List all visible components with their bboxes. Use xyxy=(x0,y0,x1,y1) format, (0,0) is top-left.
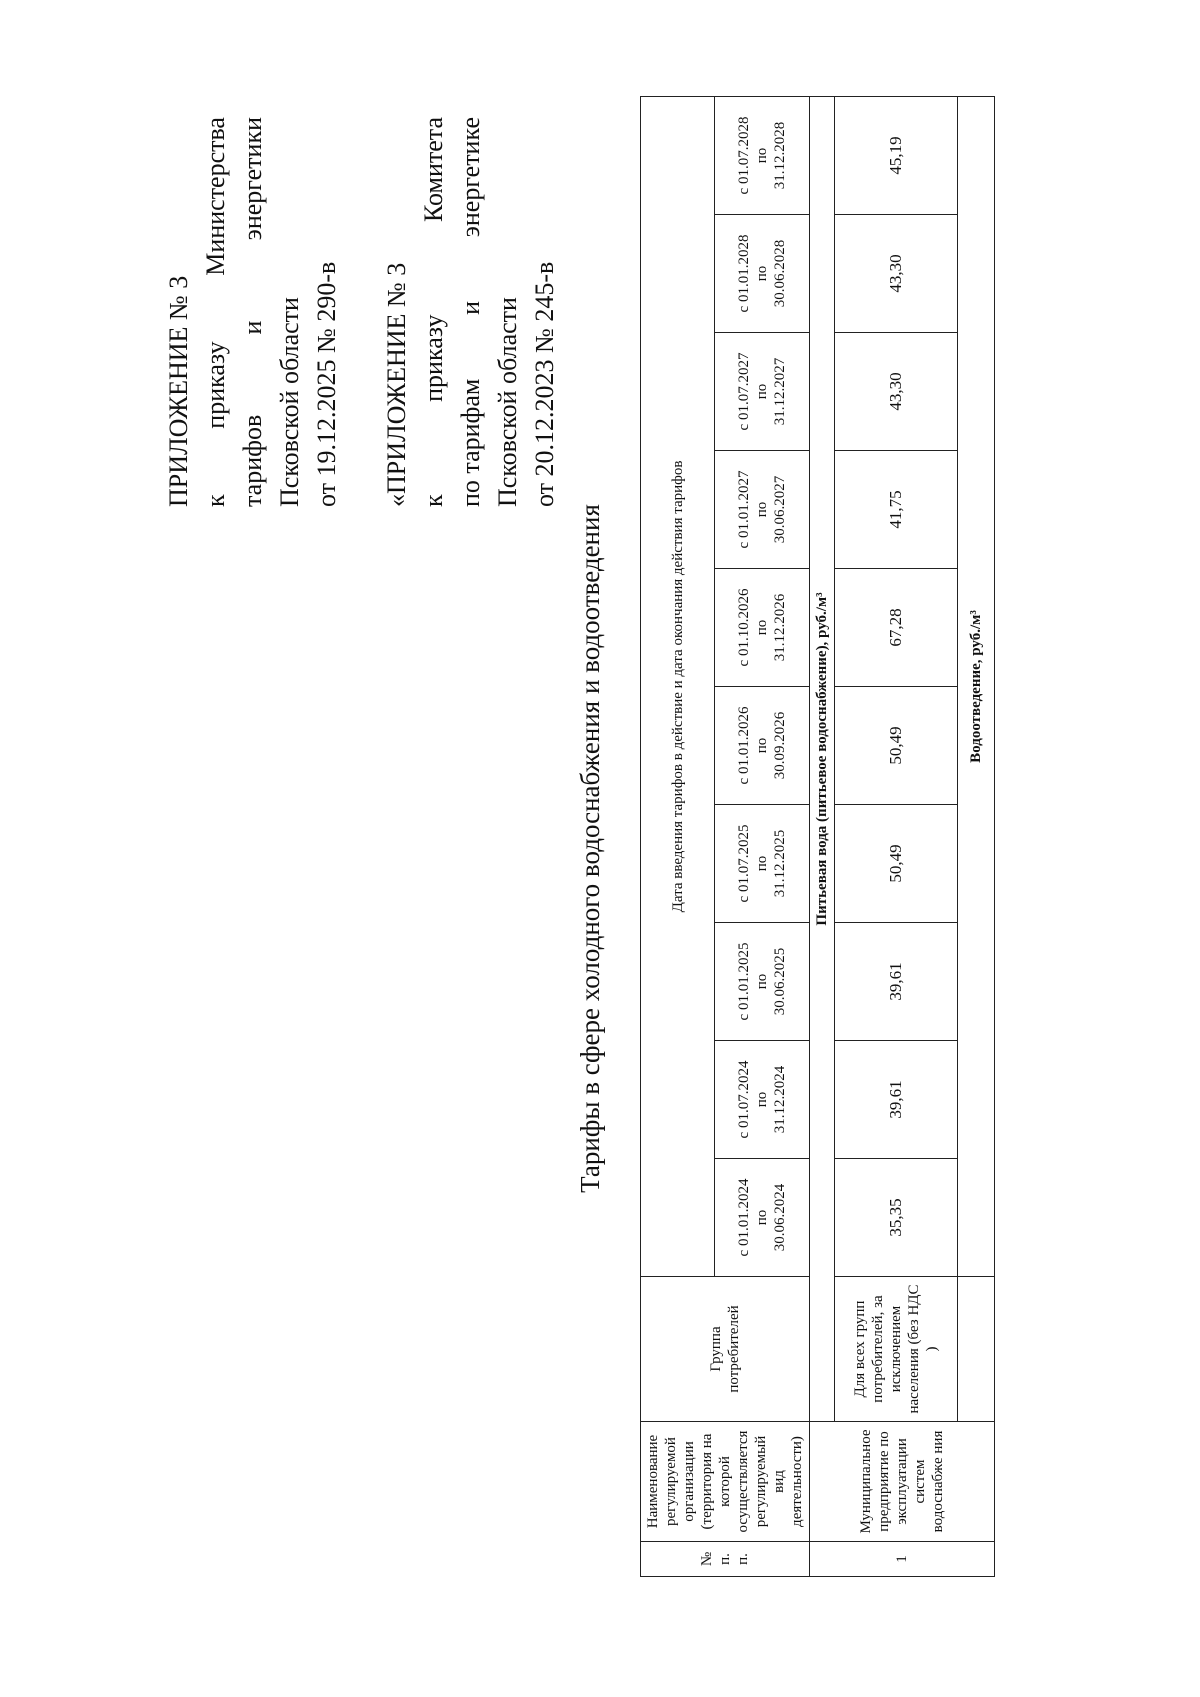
word: по тарифам xyxy=(456,378,485,507)
word: тарифов xyxy=(238,414,267,507)
period-cell: с 01.01.2026 по 30.09.2026 xyxy=(715,687,810,805)
tariff-value: 50,49 xyxy=(835,687,958,805)
appendix-previous-date: от 20.12.2023 № 245-в xyxy=(530,261,559,507)
word: энергетике xyxy=(456,117,485,238)
period-cell: с 01.01.2028 по 30.06.2028 xyxy=(715,215,810,333)
row-number: 1 xyxy=(810,1542,995,1577)
period-cell: с 01.07.2028 по 31.12.2028 xyxy=(715,96,810,214)
word: приказу xyxy=(419,314,448,402)
tariff-table xyxy=(640,96,995,1577)
appendix-current xyxy=(160,117,345,507)
appendix-current-region: Псковской области xyxy=(275,297,304,507)
word: Министерства xyxy=(201,117,230,276)
row-organization: Муниципальное предприятие по эксплуатации систем водоснабже ния xyxy=(810,1422,995,1542)
word: энергетики xyxy=(238,117,267,241)
period-cell: с 01.07.2027 по 31.12.2027 xyxy=(715,333,810,451)
appendix-header xyxy=(160,117,596,507)
tariff-value: 45,19 xyxy=(835,96,958,214)
tariff-value: 43,30 xyxy=(835,333,958,451)
appendix-previous-line-1 xyxy=(415,117,452,507)
appendix-current-line-1 xyxy=(197,117,234,507)
word: и xyxy=(456,300,485,315)
header-number: № п. п. xyxy=(641,1542,810,1577)
word: приказу xyxy=(201,341,230,429)
table-row xyxy=(958,96,995,1576)
table-header-row xyxy=(641,96,715,1576)
appendix-current-title: ПРИЛОЖЕНИЕ № 3 xyxy=(164,275,193,507)
document-title: Тарифы в сфере холодного водоснабжения и водоотведения xyxy=(575,504,605,1193)
header-dates: Дата введения тарифов в действие и дата окончания действия тарифов xyxy=(641,96,715,1276)
tariff-value: 39,61 xyxy=(835,1041,958,1159)
tariff-value: 35,35 xyxy=(835,1159,958,1277)
header-organization: Наименование регулируемой организации (территория на которой осуществляется регулируемый вид деятельности) xyxy=(641,1422,810,1542)
empty-cell xyxy=(958,1277,995,1422)
tariff-value: 43,30 xyxy=(835,215,958,333)
tariff-value: 39,61 xyxy=(835,923,958,1041)
period-cell: с 01.01.2024 по 30.06.2024 xyxy=(715,1159,810,1277)
header-consumer-group: Группа потребителей xyxy=(641,1277,810,1422)
period-cell: с 01.07.2025 по 31.12.2025 xyxy=(715,805,810,923)
section-drinking-water: Питьевая вода (питьевое водоснабжение), руб./м³ xyxy=(810,96,835,1421)
word: Комитета xyxy=(419,117,448,223)
word: и xyxy=(238,320,267,335)
tariff-value: 41,75 xyxy=(835,451,958,569)
row-consumer-group: Для всех групп потребителей, за исключением населения (без НДС ) xyxy=(835,1277,958,1422)
tariff-value: 50,49 xyxy=(835,805,958,923)
period-cell: с 01.01.2027 по 30.06.2027 xyxy=(715,451,810,569)
tariff-value: 67,28 xyxy=(835,569,958,687)
appendix-previous-region: Псковской области xyxy=(493,297,522,507)
appendix-previous xyxy=(378,117,563,507)
appendix-previous-line-2 xyxy=(452,117,489,507)
table-body-row xyxy=(810,96,835,1576)
appendix-previous-title: «ПРИЛОЖЕНИЕ № 3 xyxy=(382,262,411,507)
appendix-current-line-2 xyxy=(234,117,271,507)
word: к xyxy=(201,494,230,507)
period-cell: с 01.07.2024 по 31.12.2024 xyxy=(715,1041,810,1159)
period-cell: с 01.10.2026 по 31.12.2026 xyxy=(715,569,810,687)
section-sewerage: Водоотведение, руб./м³ xyxy=(958,96,995,1276)
appendix-current-date: от 19.12.2025 № 290-в xyxy=(312,261,341,507)
word: к xyxy=(419,494,448,507)
table-row xyxy=(835,96,958,1576)
period-cell: с 01.01.2025 по 30.06.2025 xyxy=(715,923,810,1041)
